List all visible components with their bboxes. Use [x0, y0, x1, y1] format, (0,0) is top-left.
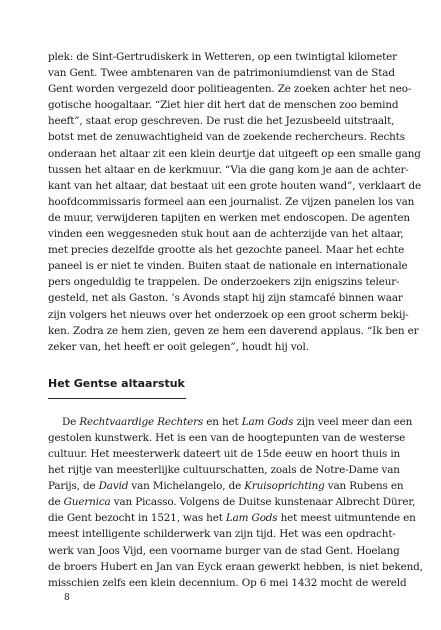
- text-line: hoofdcommissaris formeel aan een journalist. Ze vijzen panelen los van: [48, 195, 415, 208]
- text-line: onderaan het altaar zit een klein deurtje dat uitgeeft op een smalle gang: [48, 147, 421, 160]
- text-line: botst met de zenuwachtigheid van de zoekende rechercheurs. Rechts: [48, 131, 405, 144]
- text-line: Parijs, de David van Michelangelo, de Kruisoprichting van Rubens en: [48, 480, 404, 493]
- text-line: heeft”, staat erop geschreven. De rust die het Jezusbeeld uitstraalt,: [48, 115, 395, 128]
- text-line: plek: de Sint-Gertrudiskerk in Wetteren, op een twintigtal kilometer: [48, 51, 397, 63]
- text-line: pers ongeduldig te trappelen. De onderzoekers zijn enigszins teleur-: [48, 276, 400, 289]
- text-line: cultuur. Het meesterwerk dateert uit de 15de eeuw en hoort thuis in: [48, 447, 401, 460]
- text-line: paneel is er niet te vinden. Buiten staat de nationale en internationale: [48, 260, 408, 273]
- paragraph-1: [48, 49, 421, 355]
- text-line: gestolen kunstwerk. Het is een van de hoogtepunten van de westerse: [48, 431, 406, 444]
- text-line: gotische hoogaltaar. “Ziet hier dit hert dat de menschen zoo bemind: [48, 99, 399, 112]
- body-text: [48, 49, 423, 591]
- paragraph-2: [48, 414, 423, 591]
- text-line: het rijtje van meesterlijke cultuurschatten, zoals de Notre-Dame van: [48, 464, 400, 477]
- text-line: de broers Hubert en Jan van Eyck eraan gewerkt hebben, is niet bekend,: [48, 560, 423, 573]
- text-line: De Rechtvaardige Rechters en het Lam Gods zijn veel meer dan een: [62, 415, 413, 428]
- text-line: kant van het altaar, dat bestaat uit een grote houten wand”, verklaart de: [48, 179, 421, 192]
- text-line: meest intelligente schilderwerk van zijn tijd. Het was een opdracht-: [48, 528, 396, 541]
- page-number: 8: [64, 593, 70, 603]
- text-line: werk van Joos Vijd, een voorname burger van de stad Gent. Hoelang: [48, 544, 400, 557]
- text-line: de muur, verwijderen tapijten en werken met endoscopen. De agenten: [48, 211, 410, 224]
- text-line: zeker van, het heeft er ooit gelegen”, houdt hij vol.: [48, 340, 309, 353]
- text-line: zijn volgers het nieuws over het onderzoek op een groot scherm bekij-: [48, 308, 409, 321]
- text-line: vinden een weggesneden stuk hout aan de achterzijde van het altaar,: [48, 228, 404, 241]
- text-line: van Gent. Twee ambtenaren van de patrimoniumdienst van de Stad: [48, 67, 395, 80]
- text-line: ken. Zodra ze hem zien, geven ze hem een daverend applaus. “Ik ben er: [48, 324, 419, 337]
- text-line: misschien zelfs een klein decennium. Op 6 mei 1432 mocht de wereld: [48, 576, 407, 589]
- text-line: gesteld, net als Gaston. ’s Avonds stapt hij zijn stamcafé binnen waar: [48, 292, 403, 305]
- text-line: tussen het altaar en de kerkmuur. “Via die gang kom je aan de achter-: [48, 163, 409, 176]
- text-line: die Gent bezocht in 1521, was het Lam Gods het meest uitmuntende en: [48, 512, 416, 525]
- text-line: de Guernica van Picasso. Volgens de Duitse kunstenaar Albrecht Dürer,: [48, 496, 416, 509]
- section-heading: Het Gentse altaarstuk: [48, 376, 186, 399]
- text-line: met precies dezelfde grootte als het gezochte paneel. Maar het echte: [48, 244, 405, 257]
- text-line: Gent worden vergezeld door politieagenten. Ze zoeken achter het neo-: [48, 83, 412, 96]
